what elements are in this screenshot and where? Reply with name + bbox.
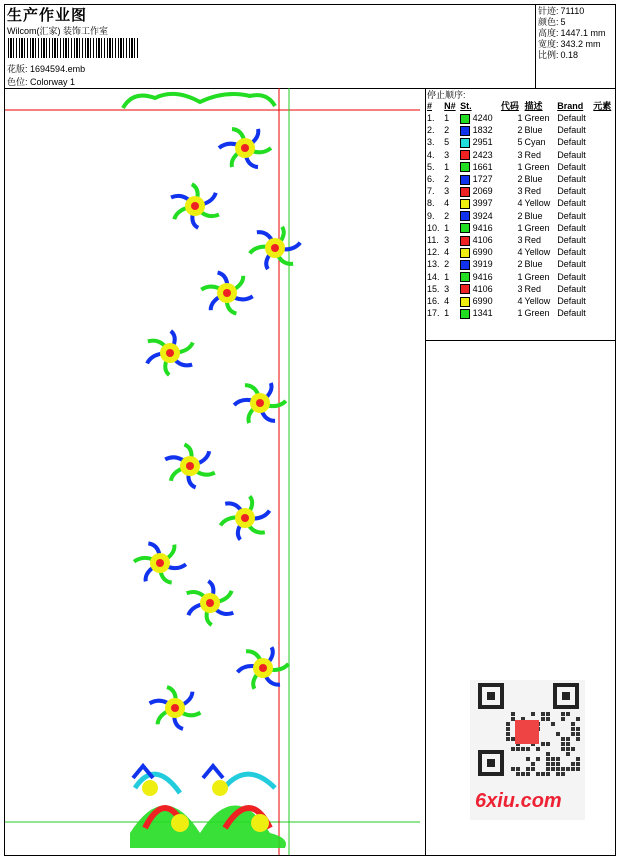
- stop-element: [592, 173, 616, 185]
- stop-code: 1: [517, 222, 523, 233]
- info-value: 5: [560, 17, 566, 27]
- stop-description: Blue: [524, 125, 543, 136]
- stop-sequence-title: 停止顺序:: [427, 90, 466, 100]
- stop-code: 1: [517, 308, 523, 319]
- design-label: 花版:: [7, 64, 28, 74]
- stop-row: [426, 246, 616, 258]
- stop-header-cell: 描述: [524, 101, 543, 111]
- color-swatch: [460, 187, 470, 197]
- stop-brand: Default: [557, 113, 586, 123]
- stop-needle: 2: [444, 174, 450, 185]
- stop-description: Blue: [524, 174, 543, 185]
- flower-motif: [237, 647, 288, 689]
- stop-needle: 4: [444, 198, 450, 209]
- stop-brand: Default: [557, 283, 586, 294]
- stop-stitches: 1341: [459, 307, 500, 319]
- color-swatch: [460, 150, 470, 160]
- stop-stitches: 4106: [459, 234, 500, 246]
- stop-brand: Default: [557, 222, 586, 233]
- stop-code: 3: [517, 149, 523, 160]
- stop-row: [426, 283, 616, 295]
- stop-brand: Default: [557, 186, 586, 197]
- stop-element: [592, 271, 616, 283]
- stop-description: Red: [524, 186, 542, 197]
- flower-motif: [150, 687, 201, 729]
- stop-description: Green: [524, 113, 550, 123]
- stop-code: 1: [517, 113, 523, 123]
- stop-code: 2: [517, 125, 523, 136]
- stop-description: Green: [524, 161, 550, 172]
- stop-element: [592, 136, 616, 148]
- stop-sequence-table: [426, 100, 616, 319]
- flower-motif: [134, 543, 186, 582]
- stop-row: [426, 258, 616, 270]
- stop-brand: Default: [557, 210, 586, 221]
- stop-needle: 3: [444, 235, 450, 246]
- info-row: [538, 50, 608, 61]
- studio-name: Wilcom(汇家) 装饰工作室: [7, 26, 108, 36]
- stop-stitches: 9416: [459, 222, 500, 234]
- stop-header-cell: #: [427, 101, 433, 111]
- stop-needle: 1: [444, 308, 450, 319]
- info-divider: [535, 4, 536, 88]
- color-swatch: [460, 236, 470, 246]
- stop-description: Yellow: [524, 296, 551, 307]
- colorway-line: [7, 75, 75, 88]
- stop-stitches: 2423: [459, 149, 500, 161]
- stop-stitches: 2069: [459, 185, 500, 197]
- stop-needle: 1: [444, 161, 450, 172]
- stop-description: Green: [524, 222, 550, 233]
- stop-brand: Default: [557, 149, 586, 160]
- stop-row: [426, 161, 616, 173]
- color-swatch: [460, 284, 470, 294]
- stop-element: [592, 234, 616, 246]
- color-swatch: [460, 309, 470, 319]
- stop-code: 2: [517, 210, 523, 221]
- stop-description: Yellow: [524, 198, 551, 209]
- stop-code: 2: [517, 174, 523, 185]
- stop-stitches: 1661: [459, 161, 500, 173]
- flower-motif: [250, 227, 300, 269]
- stop-row: [426, 112, 616, 124]
- stop-element: [592, 185, 616, 197]
- color-swatch: [460, 248, 470, 258]
- stop-brand: Default: [557, 259, 586, 270]
- stop-header-cell: N#: [444, 101, 456, 111]
- colorway-label: 色位:: [7, 77, 28, 87]
- stop-index: 17.: [427, 308, 440, 319]
- stop-row: [426, 210, 616, 222]
- stop-needle: 2: [444, 259, 450, 270]
- stop-stitches: 2951: [459, 136, 500, 148]
- stop-code: 4: [517, 247, 523, 258]
- stop-element: [592, 124, 616, 136]
- stop-header-cell: 元素: [593, 101, 612, 111]
- flower-motif: [165, 445, 215, 488]
- stop-code: 3: [517, 186, 523, 197]
- stop-stitches: 1832: [459, 124, 500, 136]
- stop-header-cell: Brand: [557, 101, 584, 111]
- stop-needle: 2: [444, 125, 450, 136]
- stop-stitches: 4106: [459, 283, 500, 295]
- stop-stitches: 3919: [459, 258, 500, 270]
- stop-code: 3: [517, 235, 523, 246]
- color-swatch: [460, 162, 470, 172]
- stop-row: [426, 149, 616, 161]
- flower-motif: [219, 129, 271, 167]
- stop-row: [426, 185, 616, 197]
- info-label: 高度:: [538, 28, 559, 38]
- stop-index: 10.: [427, 222, 440, 233]
- flower-motif: [147, 331, 193, 375]
- stop-row: [426, 307, 616, 319]
- stop-description: Cyan: [524, 137, 546, 148]
- flower-motif: [171, 184, 219, 228]
- stop-description: Green: [524, 271, 550, 282]
- flower-motifs: [134, 129, 300, 729]
- stop-brand: Default: [557, 271, 586, 282]
- stop-element: [592, 112, 616, 124]
- watermark: 6xiu.com: [475, 790, 562, 812]
- stop-index: 13.: [427, 259, 440, 270]
- stop-needle: 3: [444, 283, 450, 294]
- stop-element: [592, 307, 616, 319]
- stop-description: Green: [524, 308, 550, 319]
- stop-row: [426, 234, 616, 246]
- color-swatch: [460, 199, 470, 209]
- stop-needle: 1: [444, 113, 450, 123]
- stop-brand: Default: [557, 125, 586, 136]
- stop-element: [592, 246, 616, 258]
- stop-header-cell: 代码: [500, 101, 519, 111]
- stop-index: 6.: [427, 174, 435, 185]
- stop-row: [426, 136, 616, 148]
- stop-needle: 4: [444, 247, 450, 258]
- stop-stitches: 3997: [459, 197, 500, 209]
- info-row: [538, 6, 608, 17]
- stop-row: [426, 222, 616, 234]
- color-swatch: [460, 126, 470, 136]
- stop-element: [592, 258, 616, 270]
- stop-index: 9.: [427, 210, 435, 221]
- stop-index: 3.: [427, 137, 435, 148]
- design-info: [538, 6, 608, 61]
- info-value: 71110: [560, 6, 585, 16]
- stop-code: 2: [517, 259, 523, 270]
- stop-code: 5: [517, 137, 523, 148]
- stop-brand: Default: [557, 174, 586, 185]
- stop-index: 2.: [427, 125, 435, 136]
- color-swatch: [460, 211, 470, 221]
- design-line: [7, 62, 85, 75]
- stop-index: 12.: [427, 247, 440, 258]
- stop-element: [592, 283, 616, 295]
- stop-stitches: 1727: [459, 173, 500, 185]
- stop-index: 16.: [427, 296, 440, 307]
- stop-code: 3: [517, 283, 523, 294]
- barcode: [8, 38, 140, 58]
- stop-brand: Default: [557, 296, 586, 307]
- stop-brand: Default: [557, 235, 586, 246]
- stop-brand: Default: [557, 137, 586, 148]
- info-value: 343.2 mm: [560, 39, 601, 49]
- stop-description: Blue: [524, 210, 543, 221]
- stop-stitches: 6990: [459, 295, 500, 307]
- stop-code: 1: [517, 161, 523, 172]
- stop-element: [592, 197, 616, 209]
- color-swatch: [460, 138, 470, 148]
- stop-index: 7.: [427, 186, 435, 197]
- stop-description: Red: [524, 235, 542, 246]
- stop-code: 1: [517, 271, 523, 282]
- embroidery-preview: [5, 88, 425, 855]
- info-label: 针迹:: [538, 6, 559, 16]
- table-bottom-divider: [425, 340, 616, 341]
- stop-description: Red: [524, 149, 542, 160]
- info-label: 宽度:: [538, 39, 559, 49]
- stop-needle: 5: [444, 137, 450, 148]
- stop-element: [592, 149, 616, 161]
- stop-element: [592, 161, 616, 173]
- stop-description: Red: [524, 283, 542, 294]
- stop-stitches: 6990: [459, 246, 500, 258]
- info-value: 0.18: [560, 50, 579, 60]
- flower-motif: [187, 581, 234, 625]
- stop-code: 4: [517, 198, 523, 209]
- flower-motif: [201, 272, 252, 313]
- stop-index: 4.: [427, 149, 435, 160]
- color-swatch: [460, 175, 470, 185]
- stop-row: [426, 295, 616, 307]
- color-swatch: [460, 114, 470, 124]
- info-label: 颜色:: [538, 17, 559, 27]
- stop-brand: Default: [557, 247, 586, 258]
- stop-index: 14.: [427, 271, 440, 282]
- stop-needle: 3: [444, 186, 450, 197]
- stop-stitches: 9416: [459, 271, 500, 283]
- stop-needle: 4: [444, 296, 450, 307]
- stop-brand: Default: [557, 198, 586, 209]
- stop-index: 8.: [427, 198, 435, 209]
- stop-stitches: 3924: [459, 210, 500, 222]
- stop-index: 1.: [427, 113, 435, 123]
- colorway-value: Colorway 1: [30, 77, 76, 87]
- stop-brand: Default: [557, 161, 586, 172]
- info-label: 比例:: [538, 50, 559, 60]
- stop-element: [592, 295, 616, 307]
- stop-row: [426, 124, 616, 136]
- stop-row: [426, 197, 616, 209]
- stop-element: [592, 222, 616, 234]
- color-swatch: [460, 260, 470, 270]
- info-row: [538, 28, 608, 39]
- stop-description: Blue: [524, 259, 543, 270]
- stop-row: [426, 173, 616, 185]
- bottom-border-ornament: [130, 766, 286, 848]
- color-swatch: [460, 223, 470, 233]
- info-row: [538, 39, 608, 50]
- stop-row: [426, 271, 616, 283]
- stop-brand: Default: [557, 308, 586, 319]
- qr-pattern: [470, 680, 585, 780]
- color-swatch: [460, 297, 470, 307]
- stop-stitches: 4240: [459, 112, 500, 124]
- stop-index: 15.: [427, 283, 440, 294]
- stop-description: Yellow: [524, 247, 551, 258]
- stop-needle: 1: [444, 222, 450, 233]
- flower-motif: [221, 496, 270, 539]
- flower-motif: [234, 383, 286, 423]
- page-title: 生产作业图: [7, 7, 88, 24]
- stop-header-cell: St.: [460, 101, 472, 111]
- stop-element: [592, 210, 616, 222]
- color-swatch: [460, 272, 470, 282]
- info-value: 1447.1 mm: [560, 28, 606, 38]
- stop-needle: 3: [444, 149, 450, 160]
- stop-code: 4: [517, 296, 523, 307]
- top-scallop: [123, 94, 275, 108]
- stop-needle: 2: [444, 210, 450, 221]
- stop-index: 5.: [427, 161, 435, 172]
- stop-needle: 1: [444, 271, 450, 282]
- stop-index: 11.: [427, 235, 439, 246]
- info-row: [538, 17, 608, 28]
- design-file: 1694594.emb: [30, 64, 86, 74]
